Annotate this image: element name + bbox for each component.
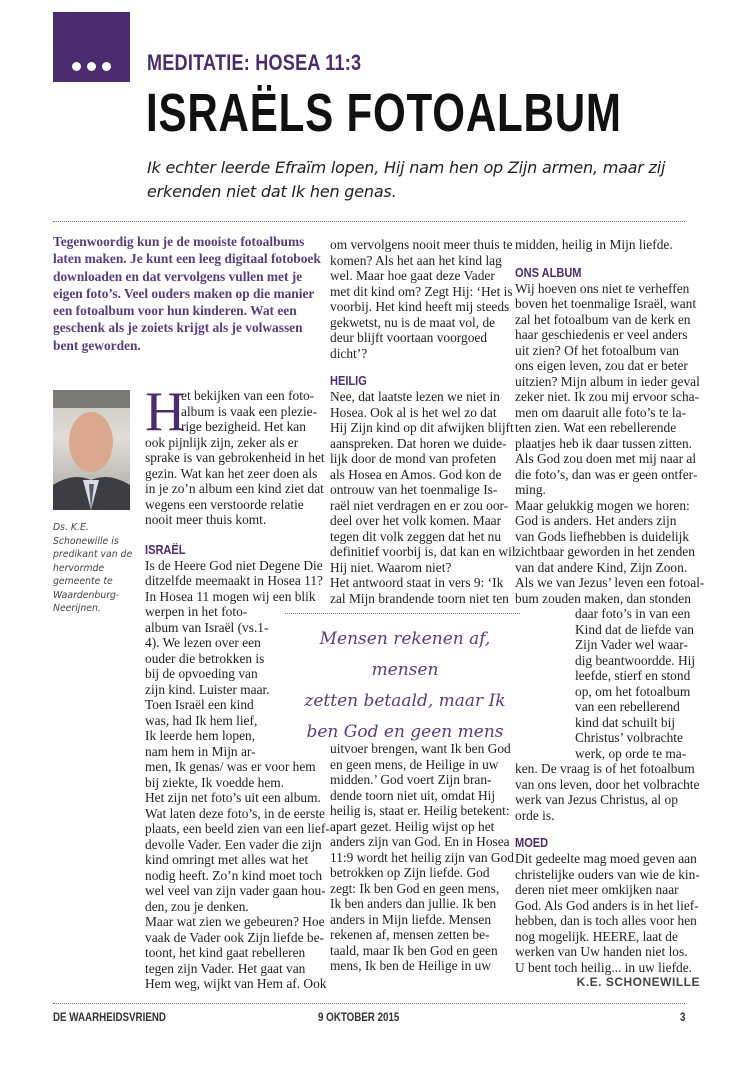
text-line: Hem weg, wijkt van Hem af. Ook xyxy=(145,976,327,991)
text-line: uitvoer brengen, want Ik ben God xyxy=(330,741,511,756)
text-line: kind dat schuilt bij xyxy=(575,714,676,730)
text-line: kind omringt met alles wat het xyxy=(145,852,309,867)
text-line: 11:9 wordt het heilig zijn van God xyxy=(330,849,514,865)
text-line: tegen dit volk zeggen dat het nu xyxy=(330,528,502,544)
text-line: anders zijn van God. En in Hosea xyxy=(330,834,510,849)
text-line: heilig is, staat er. Heilig betekent: xyxy=(330,803,510,818)
text-line: zichtbaar geworden in het zenden xyxy=(515,544,695,559)
divider xyxy=(53,221,685,222)
text-line: nam hem in Mijn ar- xyxy=(145,743,256,759)
text-line: ook pijnlijk zijn, zeker als er xyxy=(145,434,299,450)
text-line: wel veel van zijn vader gaan hou- xyxy=(145,883,326,898)
text-line: gezin. Wat kan het zeer doen als xyxy=(145,465,318,481)
text-line: Maar wat zien we gebeuren? Hoe xyxy=(145,914,325,929)
text-line: bum zouden maken, dan stonden xyxy=(515,590,691,606)
text-line: den, zou je denken. xyxy=(145,898,249,914)
text-line: boven het toenmalige Israël, want xyxy=(515,296,697,311)
text-line: werk, op orde te ma- xyxy=(575,745,687,761)
text-line: raël niet verdragen en er zou oor- xyxy=(330,497,509,513)
text-line: dende toorn niet uit, omdat Hij xyxy=(330,787,496,803)
text-line: Wat laten deze foto’s, in de eerste xyxy=(145,805,325,821)
text-line: christelijke ouders van wie de kin- xyxy=(515,866,700,882)
text-line: ten zien. Wat een rebellerende xyxy=(515,420,677,435)
bible-verse-lead: Ik echter leerde Efraïm lopen, Hij nam hen op Zijn armen, maar zij erkenden niet dat Ik hen genas. xyxy=(147,158,666,201)
text-line: gekwetst, nu is de maat vol, de xyxy=(330,314,496,330)
text-line: uitzien? Mijn album in ieder geval xyxy=(515,373,700,389)
text-line: bij de opvoeding van xyxy=(145,666,258,681)
text-line: van een rebellerend xyxy=(575,699,680,714)
text-line: U bent toch heilig... in uw liefde. xyxy=(515,959,693,975)
text-line: ditzelfde meemaakt in Hosea 11? xyxy=(145,573,323,588)
text-line: van dat andere Kind, Zijn Zoon. xyxy=(515,559,688,575)
footer-date: 9 OKTOBER 2015 xyxy=(318,1012,400,1024)
drop-cap: H xyxy=(145,381,186,443)
paragraph xyxy=(515,606,700,761)
pull-quote-line: Mensen rekenen af, mensen xyxy=(319,629,491,680)
author-caption: Ds. K.E. Schonewille is predikant van de hervormde gemeente te Waardenburg-Neerijnen. xyxy=(53,522,133,614)
footer-publication: DE WAARHEIDSVRIEND xyxy=(53,1012,166,1024)
section-kicker: MEDITATIE: HOSEA 11:3 xyxy=(147,50,362,75)
footer-divider xyxy=(53,1003,685,1004)
intro-paragraph: Tegenwoordig kun je de mooiste fotoalbums laten maken. Je kunt een leeg digitaal fotoboek downloaden en dat vervolgens vullen met je eigen foto’s. Veel ouders maken op die manier een fotoalbum voor hun kinderen. Wat een geschenk als je zoiets krijgt als je volwassen bent geworden. xyxy=(53,234,321,353)
text-line: werken van Uw handen niet los. xyxy=(515,944,688,959)
text-line: anders in Mijn liefde. Mensen xyxy=(330,911,492,927)
text-line: zal Mijn brandende toorn niet ten xyxy=(330,590,509,606)
paragraph xyxy=(330,389,516,606)
text-line: ontrouw van het toenmalige Is- xyxy=(330,482,498,497)
text-line: apart gezet. Heilig wijst op het xyxy=(330,818,495,834)
paragraph xyxy=(330,741,514,974)
paragraph xyxy=(515,280,705,607)
text-line: Het zijn net foto’s uit een album. xyxy=(145,790,321,805)
text-line: met dit kind om? Zegt Hij: ‘Het is xyxy=(330,283,513,299)
author-photo xyxy=(53,390,130,510)
text-line: Hosea. Ook al is het wel zo dat xyxy=(330,404,497,420)
text-line: hebben, dan is toch alles voor hen xyxy=(515,913,697,928)
text-line: rige bezigheid. Het kan xyxy=(181,419,306,434)
text-line: men, Ik genas/ was er voor hem xyxy=(145,759,316,774)
text-line: God is anders. Het anders zijn xyxy=(515,513,677,528)
text-line: nooit meer thuis komt. xyxy=(145,512,267,527)
text-line: komen? Als het aan het kind lag xyxy=(330,252,502,268)
text-line: Als we van Jezus’ leven een fotoal- xyxy=(515,575,705,590)
text-line: plaats, een beeld zien van een lief- xyxy=(145,821,330,836)
text-line: betrokken op Zijn liefde. God xyxy=(330,865,490,880)
text-line: als Hosea en Amos. God kon de xyxy=(330,466,502,482)
subheading: ISRAËL xyxy=(145,541,186,557)
text-line: plaatjes heb ik daar tussen zitten. xyxy=(515,435,692,451)
text-line: nodig heeft. Zo’n kind moet toch xyxy=(145,867,323,883)
text-line: werpen in het foto- xyxy=(145,604,248,619)
text-line: midden, heilig in Mijn liefde. xyxy=(515,237,673,252)
text-line: devolle Vader. Een vader die zijn xyxy=(145,836,322,852)
text-line: ons eigen leven, zou dat er beter xyxy=(515,358,688,373)
text-line: dicht’? xyxy=(330,345,368,361)
text-line: zal het fotoalbum van de kerk en xyxy=(515,311,691,327)
text-line: rekenen af, mensen zetten be- xyxy=(330,927,490,942)
text-line: bij ziekte, Ik voedde hem. xyxy=(145,774,285,790)
subheading: HEILIG xyxy=(330,373,367,388)
subheading: ONS ALBUM xyxy=(515,264,582,280)
author-signature: K.E. SCHONEWILLE xyxy=(576,975,700,989)
text-line: daar foto’s in van een xyxy=(575,606,691,621)
text-line: zijn kind. Luister maar. xyxy=(145,681,270,697)
text-line: nog mogelijk. HEERE, laat de xyxy=(515,928,678,944)
pull-quote xyxy=(285,612,525,748)
text-line: et bekijken van een foto- xyxy=(181,388,315,403)
pull-quote-line: ben God en geen mens xyxy=(306,722,504,742)
text-line: midden.’ God voert Zijn bran- xyxy=(330,772,492,787)
paragraph xyxy=(515,761,700,823)
text-line: Hij Zijn kind op dit afwijken blijft xyxy=(330,420,514,435)
paragraph xyxy=(515,851,700,975)
text-line: Als God zou doen met mij naar al xyxy=(515,451,697,466)
text-line: lijk door de mond van profeten xyxy=(330,451,497,466)
subheading: MOED xyxy=(515,835,549,850)
text-line: album van Israël (vs.1- xyxy=(145,619,269,635)
text-line: Zijn Vader wel waar- xyxy=(575,637,688,652)
text-line: leefde, stierf en stond xyxy=(575,668,691,683)
column-2-top xyxy=(330,237,516,606)
text-line: zeker niet. Ik zou mij ervoor scha- xyxy=(515,389,700,404)
text-line: In Hosea 11 mogen wij een blik xyxy=(145,588,316,604)
text-line: Het antwoord staat in vers 9: ‘Ik xyxy=(330,575,504,590)
text-line: in je zo’n album een kind ziet dat xyxy=(145,481,324,496)
text-line: werk van Jezus Christus, al op xyxy=(515,792,678,807)
text-line: deren niet meer omkijken naar xyxy=(515,882,679,897)
paragraph xyxy=(515,237,700,253)
text-line: orde is. xyxy=(515,807,555,823)
text-line: sprake is van gebrokenheid in het xyxy=(145,450,325,465)
ellipsis-icon xyxy=(72,62,111,71)
text-line: definitief voorbij is, dat kan en wil xyxy=(330,544,516,559)
column-2-bottom xyxy=(330,741,514,974)
text-line: Is de Heere God niet Degene Die xyxy=(145,557,323,573)
text-line: wegens een verstoorde relatie xyxy=(145,496,304,512)
text-line: was, had Ik hem lief, xyxy=(145,712,258,728)
text-line: album is vaak een plezie- xyxy=(181,403,318,419)
text-line: Kind dat de liefde van xyxy=(575,621,694,637)
text-line: men om daaruit alle foto’s te la- xyxy=(515,404,687,420)
text-line: zegt: Ik ben God en geen mens, xyxy=(330,880,500,896)
text-line: tegen zijn Vader. Het gaat van xyxy=(145,960,306,976)
text-line: om vervolgens nooit meer thuis te xyxy=(330,237,513,252)
paragraph xyxy=(145,434,325,528)
text-line: Ik leerde hem lopen, xyxy=(145,728,256,743)
text-line: uit zien? Of het fotoalbum van xyxy=(515,342,679,358)
text-line: aanspreken. Dat horen we duide- xyxy=(330,435,507,451)
text-line: Nee, dat laatste lezen we niet in xyxy=(330,389,500,404)
text-line: ming. xyxy=(515,482,546,497)
column-3 xyxy=(515,237,705,991)
section-logo-box xyxy=(53,12,130,82)
page-number: 3 xyxy=(680,1012,686,1024)
text-line: van Gods liefhebben is duidelijk xyxy=(515,528,690,544)
text-line: voorbij. Het kind heeft mij steeds xyxy=(330,299,510,314)
text-line: 4). We lezen over een xyxy=(145,635,261,650)
text-line: mens, Ik ben de Heilige in uw xyxy=(330,958,492,973)
text-line: die foto’s, dan was er geen ontfer- xyxy=(515,466,698,482)
text-line: deel over het volk komen. Maar xyxy=(330,513,502,528)
text-line: wel. Maar hoe gaat deze Vader xyxy=(330,268,495,283)
text-line: Hij niet. Waarom niet? xyxy=(330,559,452,575)
text-line: op, om het fotoalbum xyxy=(575,683,691,699)
text-line: Toen Israël een kind xyxy=(145,697,254,712)
text-line: Christus’ volbrachte xyxy=(575,730,683,745)
text-line: God. Als God anders is in het lief- xyxy=(515,897,699,913)
text-line: toont, het kind gaat rebelleren xyxy=(145,945,306,960)
text-line: van ons leven, door het volbrachte xyxy=(515,776,700,792)
paragraph xyxy=(330,237,513,361)
text-line: haar geschiedenis er veel anders xyxy=(515,327,688,342)
pull-quote-line: zetten betaald, maar Ik xyxy=(304,691,506,711)
text-line: Dit gedeelte mag moed geven aan xyxy=(515,851,697,866)
text-line: vaak de Vader ook Zijn liefde be- xyxy=(145,929,324,945)
text-line: deur blijft voortaan voorgoed xyxy=(330,330,488,345)
text-line: dig beantwoordde. Hij xyxy=(575,652,696,668)
text-line: Ik ben anders dan jullie. Ik ben xyxy=(330,896,497,911)
text-line: Maar gelukkig mogen we horen: xyxy=(515,497,690,513)
text-line: Wij hoeven ons niet te verheffen xyxy=(515,280,690,296)
article-title: ISRAËLS FOTOALBUM xyxy=(146,83,622,143)
text-line: ouder die betrokken is xyxy=(145,650,265,666)
text-line: taald, maar Ik ben God en geen xyxy=(330,942,498,958)
text-line: ken. De vraag is of het fotoalbum xyxy=(515,761,695,776)
text-line: en geen mens, de Heilige in uw xyxy=(330,756,499,772)
